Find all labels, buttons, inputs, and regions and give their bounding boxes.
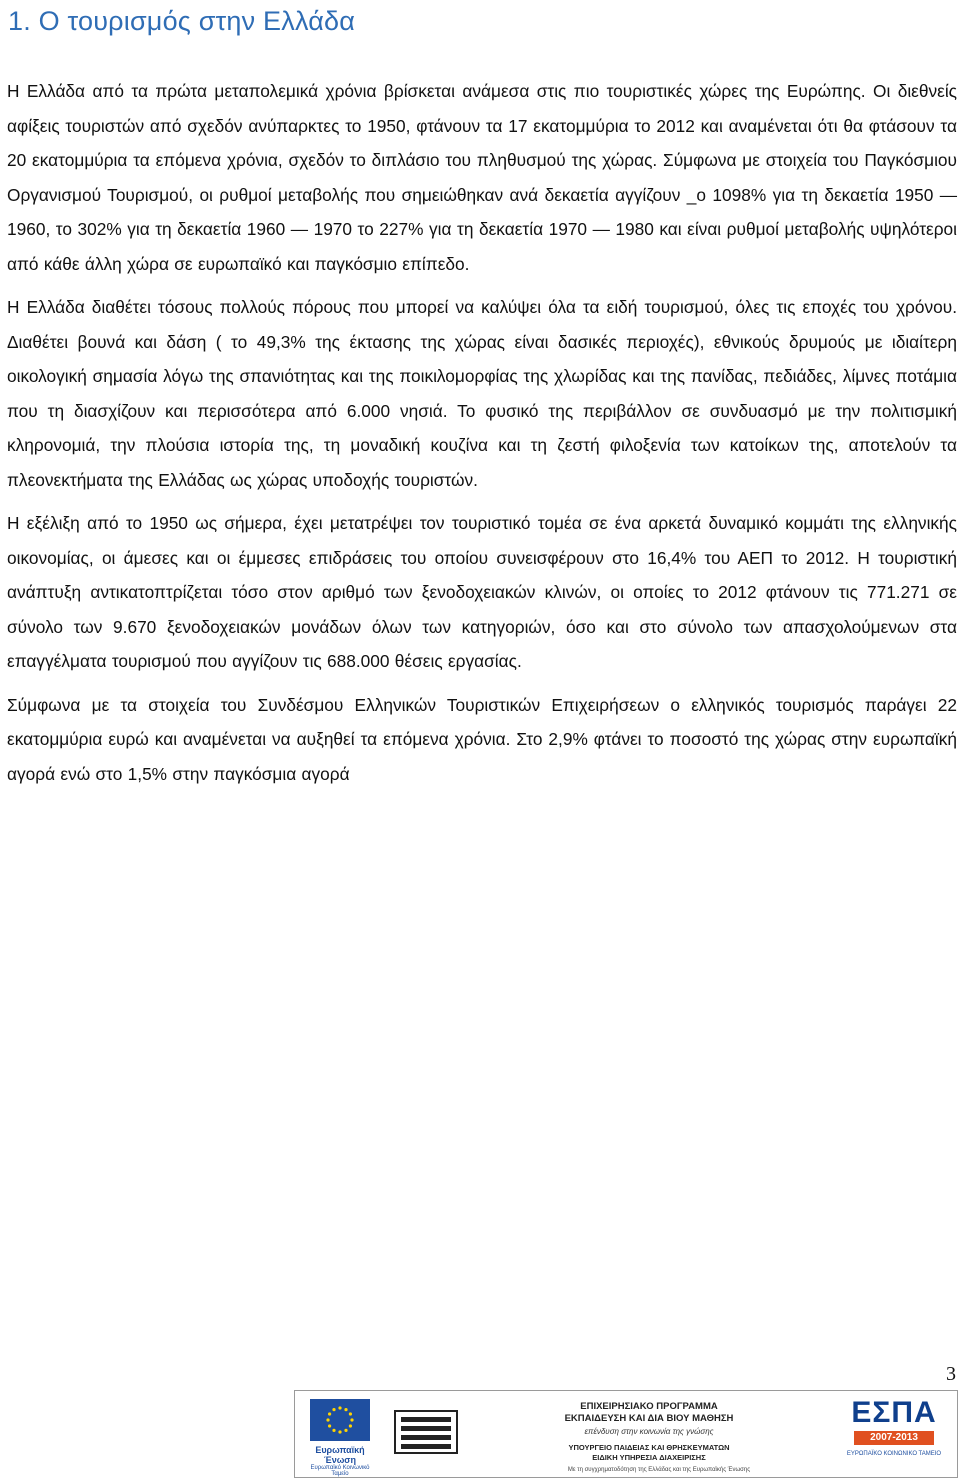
program-emblem-icon <box>391 1407 461 1457</box>
program-slogan: επένδυση στην κοινωνία της γνώσης <box>584 1427 714 1436</box>
eu-label: Ευρωπαϊκή Ένωση <box>315 1445 365 1465</box>
program-title-line1: ΕΠΙΧΕΙΡΗΣΙΑΚΟ ΠΡΟΓΡΑΜΜΑ <box>580 1401 718 1412</box>
ministry-line2: ΕΙΔΙΚΗ ΥΠΗΡΕΣΙΑ ΔΙΑΧΕΙΡΙΣΗΣ <box>592 1453 706 1462</box>
funding-footer <box>294 1390 958 1478</box>
paragraph-4: Σύμφωνα με τα στοιχεία του Συνδέσμου Ελληνικών Τουριστικών Επιχειρήσεων ο ελληνικός τουρισμός παράγει 22 εκατομμύρια ευρώ και αναμένεται να αυξηθεί τα επόμενα χρόνια. Στο 2,9% φτάνει το ποσοστό της χώρας στην ευρωπαϊκή αγορά ενώ στο 1,5% στην παγκόσμια αγορά <box>7 694 957 784</box>
document-body <box>7 74 957 800</box>
program-title-line2: ΕΚΠΑΙΔΕΥΣΗ ΚΑΙ ΔΙΑ ΒΙΟΥ ΜΑΘΗΣΗ <box>564 1413 734 1424</box>
eu-stars-icon <box>310 1399 370 1441</box>
section-heading: 1. Ο τουρισμός στην Ελλάδα <box>8 6 356 36</box>
espa-fund-label: ΕΥΡΩΠΑΪΚΟ ΚΟΙΝΩΝΙΚΟ ΤΑΜΕΙΟ <box>846 1451 942 1457</box>
eu-logo-block <box>303 1399 377 1477</box>
program-title <box>469 1401 829 1425</box>
espa-logo: ΕΣΠΑ <box>851 1396 937 1429</box>
program-logo-block <box>391 1397 831 1473</box>
ministry-line1: ΥΠΟΥΡΓΕΙΟ ΠΑΙΔΕΙΑΣ ΚΑΙ ΘΡΗΣΚΕΥΜΑΤΩΝ <box>568 1443 730 1452</box>
page-number: 3 <box>946 1363 956 1385</box>
eu-flag-icon <box>310 1399 370 1441</box>
paragraph-2: Η Ελλάδα διαθέτει τόσους πολλούς πόρους που μπορεί να καλύψει όλα τα ειδή τουρισμού, όλες τις εποχές του χρόνου. Διαθέτει βουνά και δάση ( το 49,3% της έκτασης της χώρας είναι δασικές περιοχές), εθνικούς δρυμούς με ιδιαίτερη οικολογική σημασία λόγω της σπανιότητας και της ποικιλομορφίας της χλωρίδας και της πανίδας, πεδιάδες, λίμνες ποτάμια που τη διασχίζουν και περισσότερα από 6.000 νησιά. Το φυσικό της περιβάλλον σε συνδυασμό με την πολιτισμική κληρονομιά, την πλούσια ιστορία της, τη μοναδική κουζίνα και τη ζεστή φιλοξενία των κατοίκων της, αποτελούν τα πλεονεκτήματα της Ελλάδας ως χώρας υποδοχής τουριστών. <box>7 297 957 490</box>
espa-logo-block <box>839 1397 949 1473</box>
cofund-note: Με τη συγχρηματοδότηση της Ελλάδας και της Ευρωπαϊκής Ένωσης <box>567 1467 751 1473</box>
eu-sub-label: Ευρωπαϊκό Κοινωνικό Ταμείο <box>310 1465 370 1477</box>
espa-years-badge: 2007-2013 <box>854 1431 934 1445</box>
paragraph-1: Η Ελλάδα από τα πρώτα μεταπολεμικά χρόνια βρίσκεται ανάμεσα στις πιο τουριστικές χώρες της Ευρώπης. Οι διεθνείς αφίξεις τουριστών από σχεδόν ανύπαρκτες το 1950, φτάνουν τα 17 εκατομμύρια το 2012 και αναμένεται ότι θα φτάσουν τα 20 εκατομμύρια τα επόμενα χρόνια, σχεδόν το διπλάσιο του πληθυσμού της χώρας. Σύμφωνα με στοιχεία του Παγκόσμιου Οργανισμού Τουρισμού, οι ρυθμοί μεταβολής που σημειώθηκαν ανά δεκαετία αγγίζουν _ο 1098% για τη δεκαετία 1950 — 1960, το 302% για τη δεκαετία 1960 — 1970 το 227% για τη δεκαετία 1970 — 1980 και είναι ρυθμοί μεταβολής υψηλότεροι από κάθε άλλη χώρα σε ευρωπαϊκό και παγκόσμιο επίπεδο. <box>7 81 957 274</box>
paragraph-3: Η εξέλιξη από το 1950 ως σήμερα, έχει μετατρέψει τον τουριστικό τομέα σε ένα αρκετά δυναμικό κομμάτι της ελληνικής οικονομίας, οι άμεσες και οι έμμεσες επιδράσεις του οποίου συνεισφέρουν στο 16,4% του ΑΕΠ το 2012. Η τουριστική ανάπτυξη αντικατοπτρίζεται τόσο στον αριθμό των ξενοδοχειακών κλινών, οι οποίες το 2012 φτάνουν τις 771.271 σε σύνολο των 9.670 ξενοδοχειακών μονάδων όλων των κατηγοριών, όσο και στο σύνολο των απασχολούμενων στα επαγγέλματα τουρισμού που αγγίζουν τις 688.000 θέσεις εργασίας. <box>7 513 957 671</box>
ministry-label <box>469 1443 829 1463</box>
